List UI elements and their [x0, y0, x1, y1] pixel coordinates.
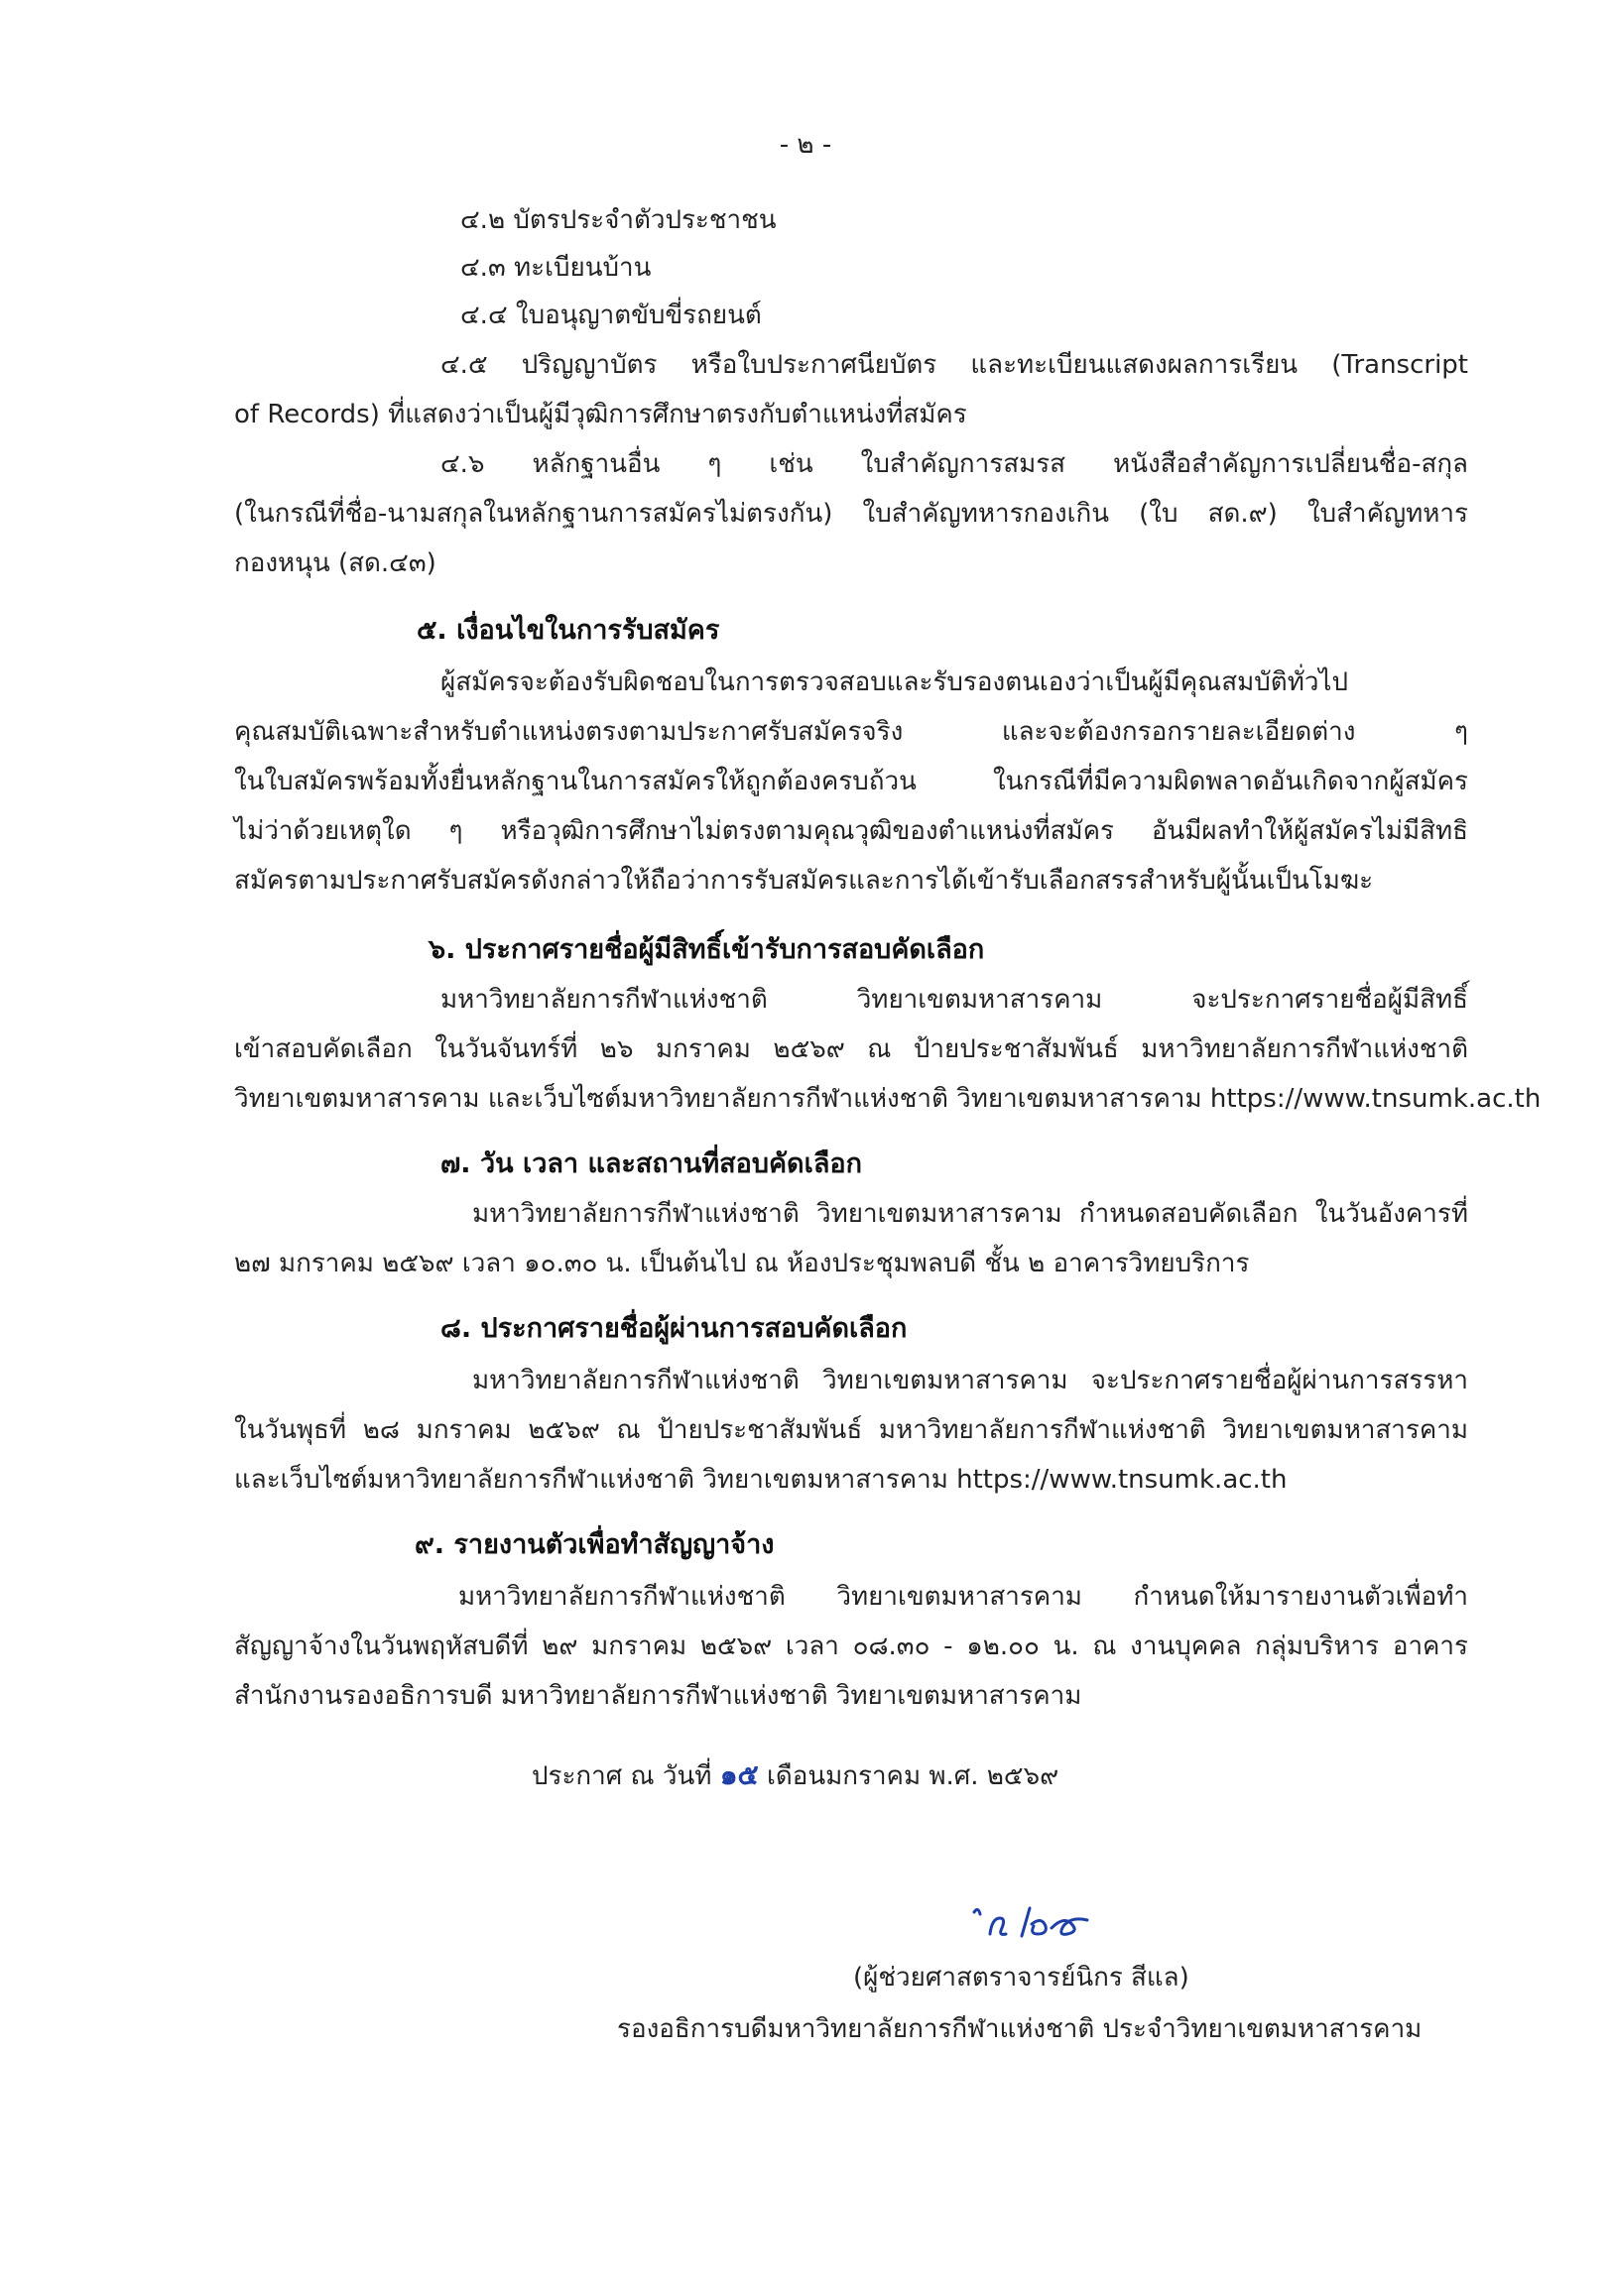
list-item-4-5-line1: ๔.๕ ปริญญาบัตร หรือใบประกาศนียบัตร และทะเบียนแสดงผลการเรียน (Transcript	[440, 350, 1468, 380]
section-5-heading: ๕. เงื่อนไขในการรับสมัคร	[417, 615, 720, 646]
section-6-line: วิทยาเขตมหาสารคาม และเว็บไซต์มหาวิทยาลัยการกีฬาแห่งชาติ วิทยาเขตมหาสารคาม https://www.tnsumk.ac.th	[234, 1084, 1542, 1114]
section-8-line: และเว็บไซต์มหาวิทยาลัยการกีฬาแห่งชาติ วิทยาเขตมหาสารคาม https://www.tnsumk.ac.th	[234, 1465, 1288, 1495]
section-6-line: มหาวิทยาลัยการกีฬาแห่งชาติ วิทยาเขตมหาสารคาม จะประกาศรายชื่อผู้มีสิทธิ์	[440, 985, 1468, 1015]
section-9-heading: ๙. รายงานตัวเพื่อทำสัญญาจ้าง	[415, 1529, 775, 1560]
section-5-line: คุณสมบัติเฉพาะสำหรับตำแหน่งตรงตามประกาศรับสมัครจริง และจะต้องกรอกรายละเอียดต่าง ๆ	[234, 717, 1468, 747]
section-7-line: ๒๗ มกราคม ๒๕๖๙ เวลา ๑๐.๓๐ น. เป็นต้นไป ณ ห้องประชุมพลบดี ชั้น ๒ อาคารวิทยบริการ	[234, 1249, 1250, 1278]
list-item-4-2: ๔.๒ บัตรประจำตัวประชาชน	[460, 205, 777, 235]
signer-title: รองอธิการบดีมหาวิทยาลัยการกีฬาแห่งชาติ ประจำวิทยาเขตมหาสารคาม	[617, 2014, 1423, 2044]
announcement-date-suffix: เดือนมกราคม พ.ศ. ๒๕๖๙	[766, 1761, 1059, 1791]
section-9-line: สัญญาจ้างในวันพฤหัสบดีที่ ๒๙ มกราคม ๒๕๖๙ เวลา ๐๘.๓๐ - ๑๒.๐๐ น. ณ งานบุคคล กลุ่มบริหาร อาคาร	[234, 1631, 1468, 1661]
section-9-line: มหาวิทยาลัยการกีฬาแห่งชาติ วิทยาเขตมหาสารคาม กำหนดให้มารายงานตัวเพื่อทำ	[458, 1582, 1468, 1612]
list-item-4-6-line1: ๔.๖ หลักฐานอื่น ๆ เช่น ใบสำคัญการสมรส หนังสือสำคัญการเปลี่ยนชื่อ-สกุล	[440, 449, 1468, 479]
page-number: - ๒ -	[779, 130, 832, 160]
announcement-date	[532, 1757, 1058, 1794]
section-8-line: มหาวิทยาลัยการกีฬาแห่งชาติ วิทยาเขตมหาสารคาม จะประกาศรายชื่อผู้ผ่านการสรรหา	[472, 1366, 1468, 1395]
list-item-4-6-line3: กองหนุน (สด.๔๓)	[234, 548, 436, 578]
signer-name: (ผู้ช่วยศาสตราจารย์นิกร สีแล)	[853, 1963, 1189, 1993]
list-item-4-3: ๔.๓ ทะเบียนบ้าน	[460, 253, 652, 283]
section-6-line: เข้าสอบคัดเลือก ในวันจันทร์ที่ ๒๖ มกราคม ๒๕๖๙ ณ ป้ายประชาสัมพันธ์ มหาวิทยาลัยการกีฬาแห่งชาติ	[234, 1034, 1468, 1064]
section-5-line: สมัครตามประกาศรับสมัครดังกล่าวให้ถือว่าการรับสมัครและการได้เข้ารับเลือกสรรสำหรับผู้นั้นเป็นโมฆะ	[234, 866, 1374, 896]
section-7-heading: ๗. วัน เวลา และสถานที่สอบคัดเลือก	[440, 1148, 862, 1179]
section-5-line: ไม่ว่าด้วยเหตุใด ๆ หรือวุฒิการศึกษาไม่ตรงตามคุณวุฒิของตำแหน่งที่สมัคร อันมีผลทำให้ผู้สมัครไม่มีสิทธิ	[234, 816, 1468, 846]
section-8-heading: ๘. ประกาศรายชื่อผู้ผ่านการสอบคัดเลือก	[440, 1313, 908, 1344]
section-6-heading: ๖. ประกาศรายชื่อผู้มีสิทธิ์เข้ารับการสอบคัดเลือก	[429, 934, 985, 965]
announcement-date-prefix: ประกาศ ณ วันที่	[532, 1761, 712, 1791]
section-9-line: สำนักงานรองอธิการบดี มหาวิทยาลัยการกีฬาแห่งชาติ วิทยาเขตมหาสารคาม	[234, 1681, 1082, 1711]
section-7-line: มหาวิทยาลัยการกีฬาแห่งชาติ วิทยาเขตมหาสารคาม กำหนดสอบคัดเลือก ในวันอังคารที่	[472, 1199, 1468, 1229]
section-8-line: ในวันพุธที่ ๒๘ มกราคม ๒๕๖๙ ณ ป้ายประชาสัมพันธ์ มหาวิทยาลัยการกีฬาแห่งชาติ วิทยาเขตมหาสารคาม	[234, 1415, 1468, 1445]
list-item-4-5-line2: of Records) ที่แสดงว่าเป็นผู้มีวุฒิการศึกษาตรงกับตำแหน่งที่สมัคร	[234, 400, 967, 429]
signature-mark	[952, 1898, 1131, 1948]
list-item-4-6-line2: (ในกรณีที่ชื่อ-นามสกุลในหลักฐานการสมัครไม่ตรงกัน) ใบสำคัญทหารกองเกิน (ใบ สด.๙) ใบสำคัญทหาร	[234, 499, 1468, 529]
list-item-4-4: ๔.๔ ใบอนุญาตขับขี่รถยนต์	[460, 301, 762, 330]
section-5-line: ผู้สมัครจะต้องรับผิดชอบในการตรวจสอบและรับรองตนเองว่าเป็นผู้มีคุณสมบัติทั่วไป	[440, 667, 1349, 697]
announcement-date-day: ๑๕	[719, 1758, 759, 1791]
section-5-line: ในใบสมัครพร้อมทั้งยื่นหลักฐานในการสมัครให้ถูกต้องครบถ้วน ในกรณีที่มีความผิดพลาดอันเกิดจากผู้สมัคร	[234, 767, 1468, 796]
